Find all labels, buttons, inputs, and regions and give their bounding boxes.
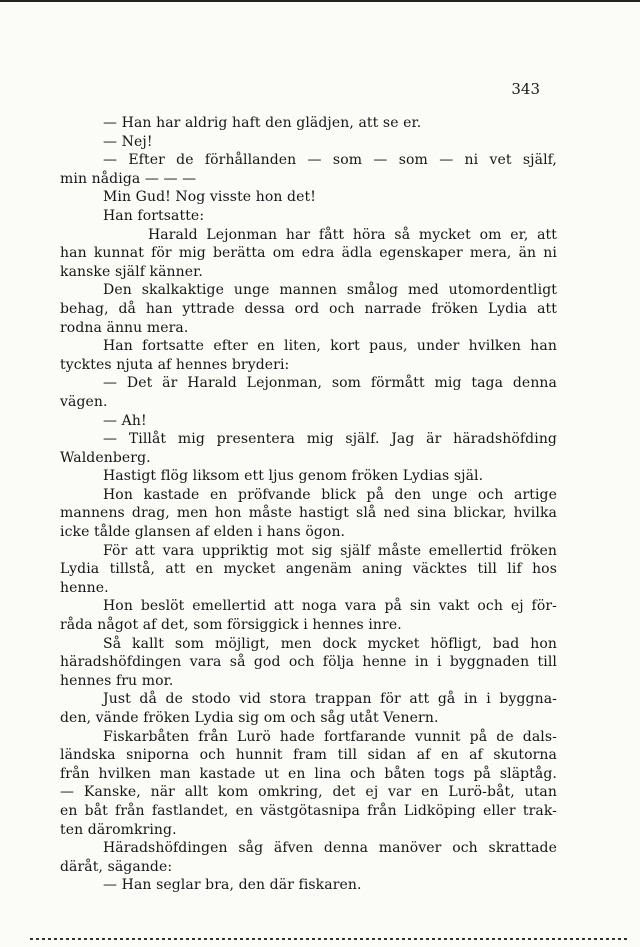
text-line: han kunnat för mig berätta om edra ädla egenskaper mera, än ni [60, 245, 557, 262]
text-line: hennes fru mor. [60, 672, 174, 689]
text-line: ten däromkring. [60, 821, 177, 838]
text-line: Hon kastade en pröfvande blick på den unge och artige [103, 486, 557, 503]
text-line: tycktes njuta af hennes bryderi: [60, 356, 290, 373]
text-line: häradshöfdingen vara så god och följa henne in i byggnaden till [60, 654, 557, 671]
text-line: Hon beslöt emellertid att noga vara på sin vakt och ej för- [103, 598, 557, 615]
text-line: Den skalkaktige unge mannen smålog med utomordentligt [103, 282, 557, 299]
text-line: Han fortsatte efter en liten, kort paus, under hvilken han [103, 338, 557, 355]
text-line: ländska sniporna och hunnit fram till sidan af en af skutorna [60, 747, 557, 764]
text-line: min nådiga — — — [60, 170, 197, 187]
text-line: Fiskarbåten från Lurö hade fortfarande vunnit på de dals- [103, 728, 557, 745]
text-line: Hastigt flög liksom ett ljus genom fröken Lydias själ. [103, 468, 484, 485]
text-line: Så kallt som möjligt, men dock mycket höfligt, bad hon [103, 635, 557, 652]
text-line: däråt, sägande: [60, 858, 173, 875]
text-line: icke tålde glansen af elden i hans ögon. [60, 524, 346, 541]
text-line: För att vara uppriktig mot sig själf måste emellertid fröken [103, 542, 557, 559]
text-line: vägen. [60, 393, 108, 410]
text-line: mannens drag, men hon måste hastigt slå ned sina blickar, hvilka [60, 505, 557, 522]
text-line: — Nej! [103, 133, 153, 150]
bottom-edge-rule [30, 938, 630, 940]
text-line: — Kanske, när allt kom omkring, det ej var en Lurö-båt, utan [60, 784, 557, 801]
text-line: Harald Lejonman har fått höra så mycket om er, att [148, 226, 557, 243]
text-line: henne. [60, 579, 109, 596]
text-line: från hvilken man kastade ut en lina och båten togs på släptåg. [60, 765, 557, 782]
text-line: — Tillåt mig presentera mig själf. Jag är häradshöfding [103, 431, 557, 448]
text-line: — Han har aldrig haft den glädjen, att se er. [103, 115, 422, 131]
text-line: en båt från fastlandet, en västgötasnipa från Lidköping eller trak- [60, 802, 557, 819]
text-line: rodna ännu mera. [60, 319, 189, 336]
text-line: kanske själf känner. [60, 263, 203, 280]
text-line: — Ah! [103, 412, 147, 429]
text-line: Lydia tillstå, att en mycket angenäm aning väcktes till lif hos [60, 561, 557, 578]
text-line: — Efter de förhållanden — som — som — ni vet själf, [103, 152, 557, 169]
text-line: Han fortsatte: [103, 207, 205, 224]
body-text [60, 114, 557, 895]
text-line: Just då de stodo vid stora trappan för att gå in i byggna- [103, 691, 557, 708]
page-number: 343 [511, 80, 540, 98]
top-edge-rule [0, 0, 640, 2]
text-line: Häradshöfdingen såg äfven denna manöver och skrattade [103, 840, 557, 857]
text-line: Min Gud! Nog visste hon det! [103, 189, 316, 206]
text-line: råda något af det, som försiggick i hennes inre. [60, 617, 402, 634]
text-line: behag, då han yttrade dessa ord och narrade fröken Lydia att [60, 300, 557, 317]
text-line: Waldenberg. [60, 449, 151, 466]
text-line: — Han seglar bra, den där fiskaren. [103, 877, 362, 894]
text-line: — Det är Harald Lejonman, som förmått mig taga denna [103, 375, 557, 392]
text-line: den, vände fröken Lydia sig om och såg utåt Venern. [60, 710, 439, 726]
